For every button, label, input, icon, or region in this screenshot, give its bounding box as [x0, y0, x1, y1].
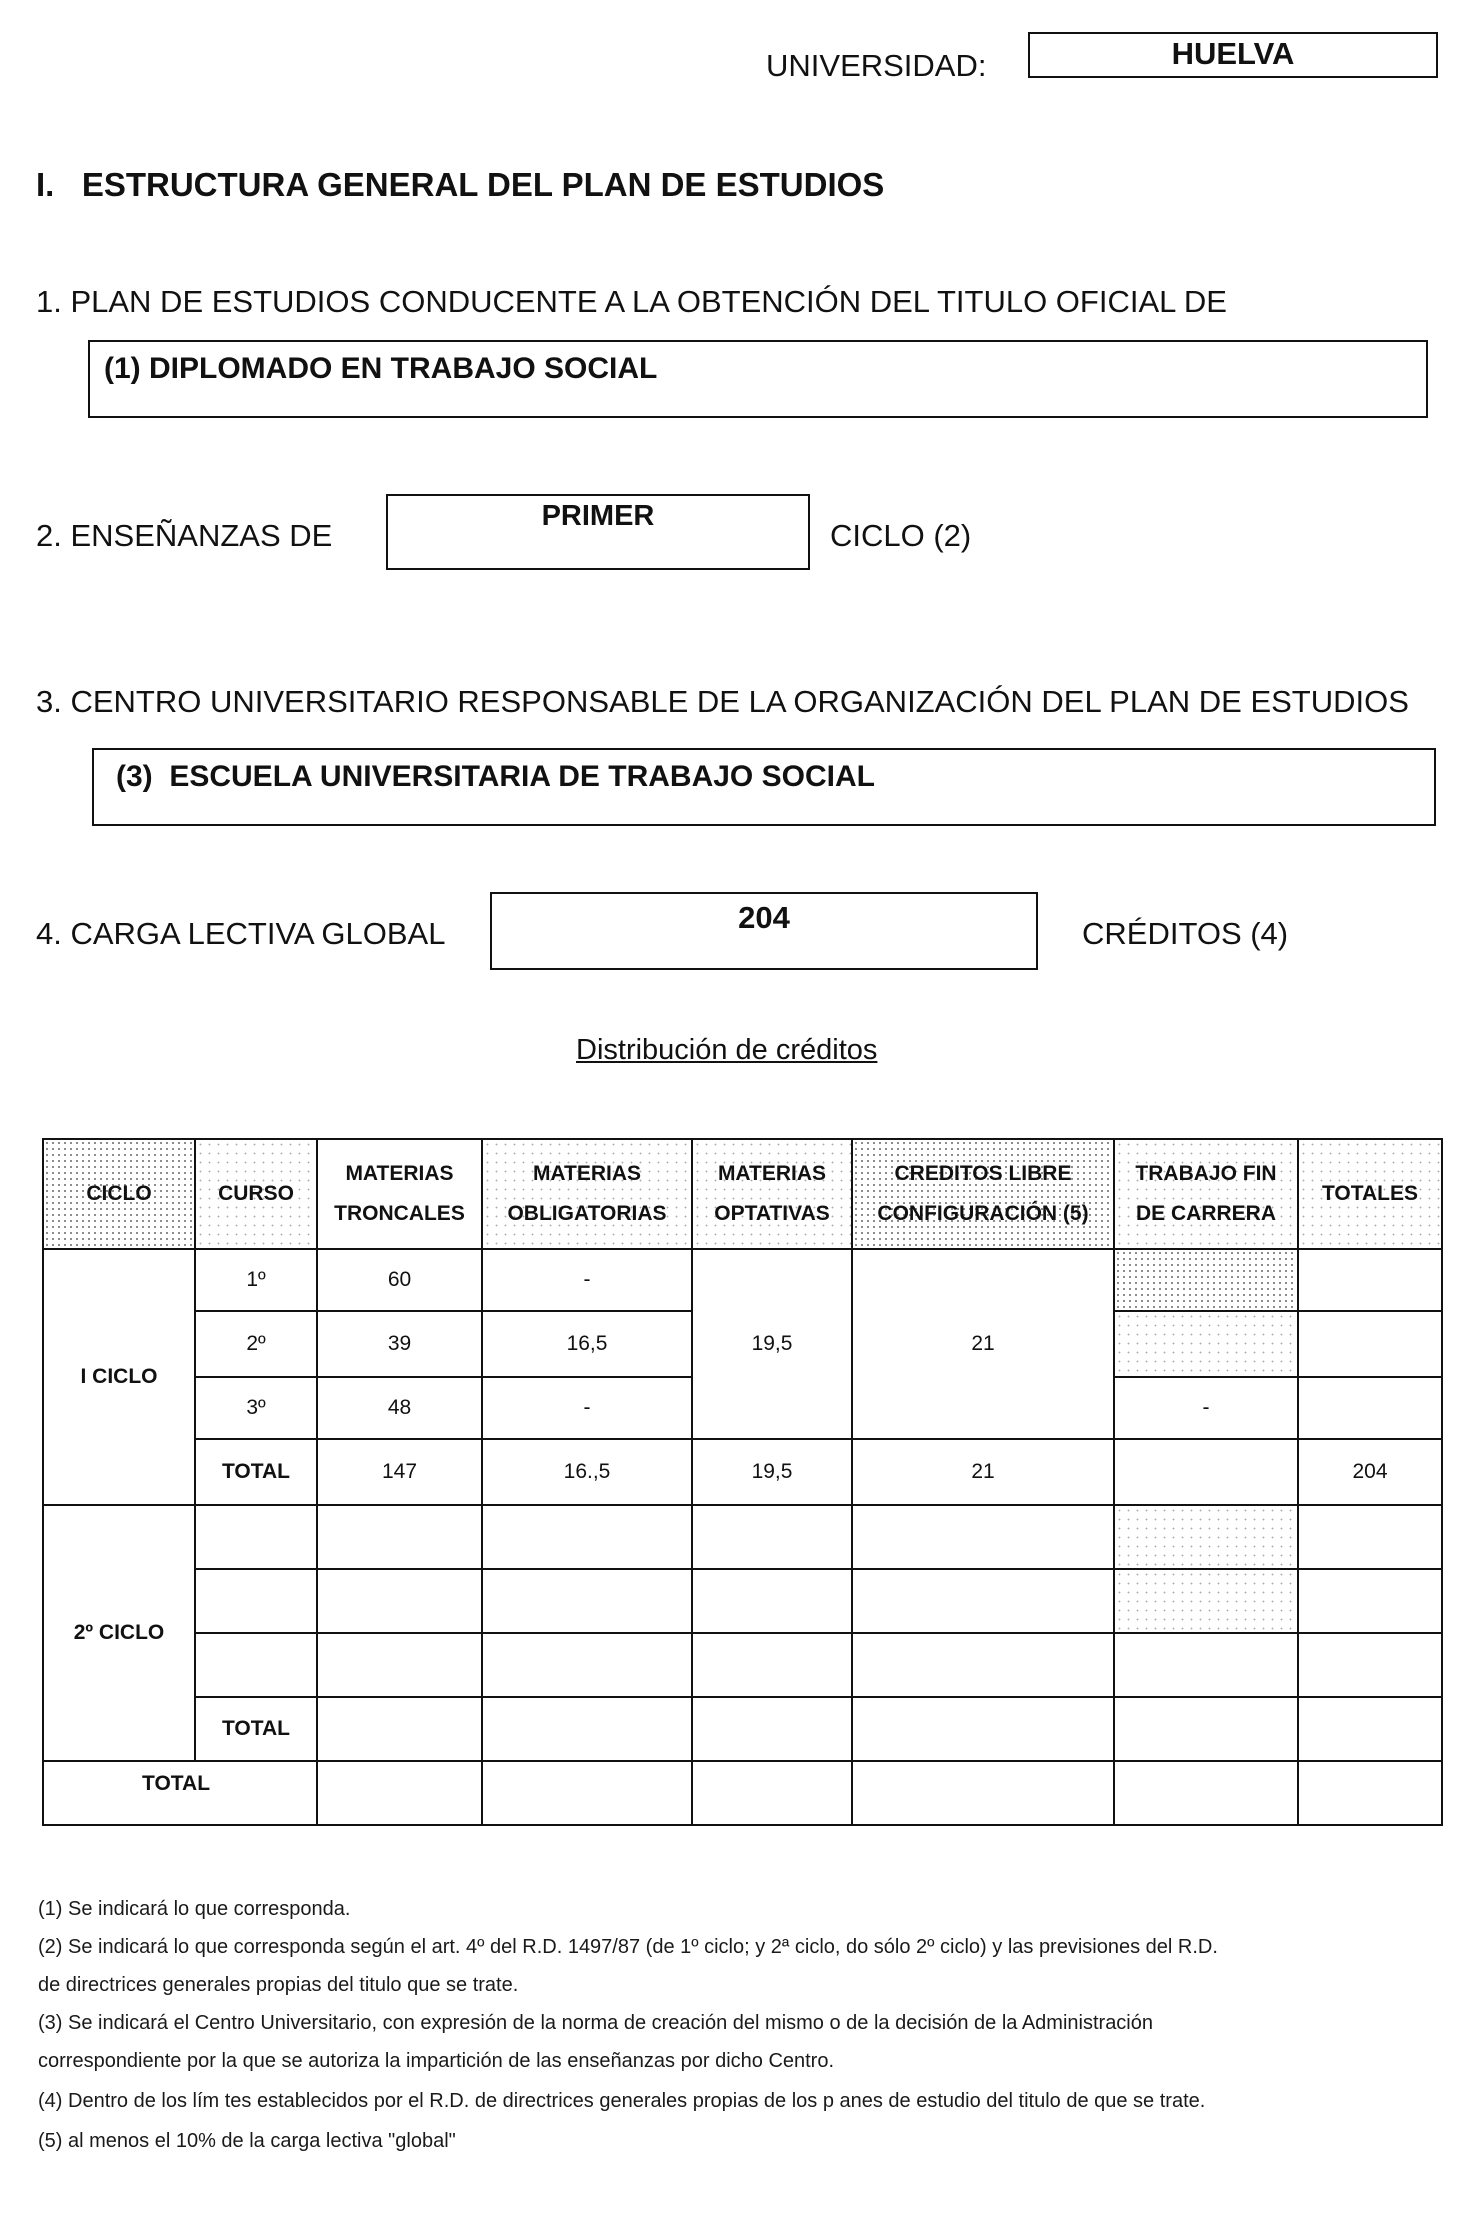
cycle2-total-row [43, 1697, 1442, 1761]
curso-cell: 2º [195, 1311, 317, 1377]
optativas-cell: 19,5 [692, 1249, 852, 1439]
empty-cell [1298, 1505, 1442, 1569]
university-field [1028, 32, 1438, 78]
totales-cell [1298, 1377, 1442, 1439]
troncales-cell: 39 [317, 1311, 482, 1377]
empty-cell [852, 1505, 1114, 1569]
credits-field [490, 892, 1038, 970]
center-field [92, 748, 1436, 826]
empty-cell [482, 1697, 692, 1761]
empty-cell [1114, 1569, 1298, 1633]
obligatorias-total: 16.,5 [482, 1439, 692, 1505]
empty-cell [317, 1697, 482, 1761]
header-libre-configuracion: CREDITOS LIBRE CONFIGURACIÓN (5) [852, 1139, 1114, 1249]
header-trabajo-fin: TRABAJO FIN DE CARRERA [1114, 1139, 1298, 1249]
header-curso: CURSO [195, 1139, 317, 1249]
empty-cell [852, 1761, 1114, 1825]
empty-cell [317, 1633, 482, 1697]
center-value: (3) ESCUELA UNIVERSITARIA DE TRABAJO SOCIAL [116, 760, 875, 793]
empty-cell [692, 1697, 852, 1761]
table-header-row [43, 1139, 1442, 1249]
total-label: TOTAL [195, 1439, 317, 1505]
empty-cell [1298, 1697, 1442, 1761]
header-troncales: MATERIAS TRONCALES [317, 1139, 482, 1249]
degree-title-value: (1) DIPLOMADO EN TRABAJO SOCIAL [104, 352, 658, 385]
header-totales: TOTALES [1298, 1139, 1442, 1249]
item3-label: 3. CENTRO UNIVERSITARIO RESPONSABLE DE LA ORGANIZACIÓN DEL PLAN DE ESTUDIOS [36, 684, 1409, 719]
footnote-1: (1) Se indicará lo que corresponda. [38, 1898, 351, 1920]
trabajo-cell [1114, 1311, 1298, 1377]
empty-cell [317, 1761, 482, 1825]
header-obligatorias: MATERIAS OBLIGATORIAS [482, 1139, 692, 1249]
empty-cell [692, 1633, 852, 1697]
cycle2-label: 2º CICLO [43, 1505, 195, 1761]
empty-cell [482, 1633, 692, 1697]
trabajo-total [1114, 1439, 1298, 1505]
total-label: TOTAL [195, 1697, 317, 1761]
item1-label: 1. PLAN DE ESTUDIOS CONDUCENTE A LA OBTENCIÓN DEL TITULO OFICIAL DE [36, 284, 1227, 319]
empty-cell [1298, 1761, 1442, 1825]
empty-cell [1114, 1697, 1298, 1761]
table-row [43, 1569, 1442, 1633]
empty-cell [195, 1505, 317, 1569]
table-row [43, 1633, 1442, 1697]
empty-cell [195, 1569, 317, 1633]
empty-cell [1114, 1633, 1298, 1697]
empty-cell [852, 1569, 1114, 1633]
empty-cell [852, 1697, 1114, 1761]
footnote-4: (4) Dentro de los lím tes establecidos por el R.D. de directrices generales propias de los p anes de estudio del titulo de que se trate. [38, 2090, 1206, 2112]
distribution-title: Distribución de créditos [576, 1034, 878, 1066]
empty-cell [1298, 1633, 1442, 1697]
obligatorias-cell: - [482, 1377, 692, 1439]
curso-cell: 1º [195, 1249, 317, 1311]
cycle1-total-row [43, 1439, 1442, 1505]
obligatorias-cell: - [482, 1249, 692, 1311]
curso-cell: 3º [195, 1377, 317, 1439]
credits-table [42, 1138, 1443, 1826]
grand-total-label: TOTAL [43, 1761, 317, 1825]
section-title: I. ESTRUCTURA GENERAL DEL PLAN DE ESTUDIOS [36, 166, 885, 203]
footnote-3: (3) Se indicará el Centro Universitario, con expresión de la norma de creación del mismo o de la decisión de la Administración [38, 2012, 1153, 2034]
obligatorias-cell: 16,5 [482, 1311, 692, 1377]
footnote-2-cont: de directrices generales propias del titulo que se trate. [38, 1974, 519, 1996]
empty-cell [195, 1633, 317, 1697]
footnote-3-cont: correspondiente por la que se autoriza la impartición de las enseñanzas por dicho Centro. [38, 2050, 835, 2072]
empty-cell [317, 1569, 482, 1633]
credits-suffix: CRÉDITOS (4) [1082, 916, 1289, 951]
footnote-5: (5) al menos el 10% de la carga lectiva "global" [38, 2130, 456, 2152]
empty-cell [1114, 1761, 1298, 1825]
empty-cell [852, 1633, 1114, 1697]
empty-cell [482, 1569, 692, 1633]
totales-cell [1298, 1249, 1442, 1311]
cycle1-label: I CICLO [43, 1249, 195, 1505]
cycle-suffix: CICLO (2) [830, 518, 972, 553]
item2-label: 2. ENSEÑANZAS DE [36, 518, 333, 553]
cycle-field [386, 494, 810, 570]
empty-cell [692, 1505, 852, 1569]
header-optativas: MATERIAS OPTATIVAS [692, 1139, 852, 1249]
university-value: HUELVA [1171, 36, 1295, 71]
item4-label: 4. CARGA LECTIVA GLOBAL [36, 916, 446, 951]
trabajo-cell: - [1114, 1377, 1298, 1439]
totales-total: 204 [1298, 1439, 1442, 1505]
troncales-total: 147 [317, 1439, 482, 1505]
empty-cell [1114, 1505, 1298, 1569]
optativas-total: 19,5 [692, 1439, 852, 1505]
degree-title-field [88, 340, 1428, 418]
libre-cell: 21 [852, 1249, 1114, 1439]
empty-cell [1298, 1569, 1442, 1633]
credits-value: 204 [738, 900, 790, 935]
footnote-2: (2) Se indicará lo que corresponda según el art. 4º del R.D. 1497/87 (de 1º ciclo; y 2ª ciclo, do sólo 2º ciclo) y las previsiones del R.D. [38, 1936, 1218, 1958]
libre-total: 21 [852, 1439, 1114, 1505]
totales-cell [1298, 1311, 1442, 1377]
troncales-cell: 48 [317, 1377, 482, 1439]
trabajo-cell [1114, 1249, 1298, 1311]
header-ciclo: CICLO [43, 1139, 195, 1249]
empty-cell [317, 1505, 482, 1569]
university-label: UNIVERSIDAD: [766, 48, 987, 83]
empty-cell [482, 1761, 692, 1825]
cycle-value: PRIMER [541, 500, 655, 532]
empty-cell [482, 1505, 692, 1569]
empty-cell [692, 1761, 852, 1825]
table-row [43, 1505, 1442, 1569]
table-row [43, 1249, 1442, 1311]
empty-cell [692, 1569, 852, 1633]
troncales-cell: 60 [317, 1249, 482, 1311]
grand-total-row [43, 1761, 1442, 1825]
